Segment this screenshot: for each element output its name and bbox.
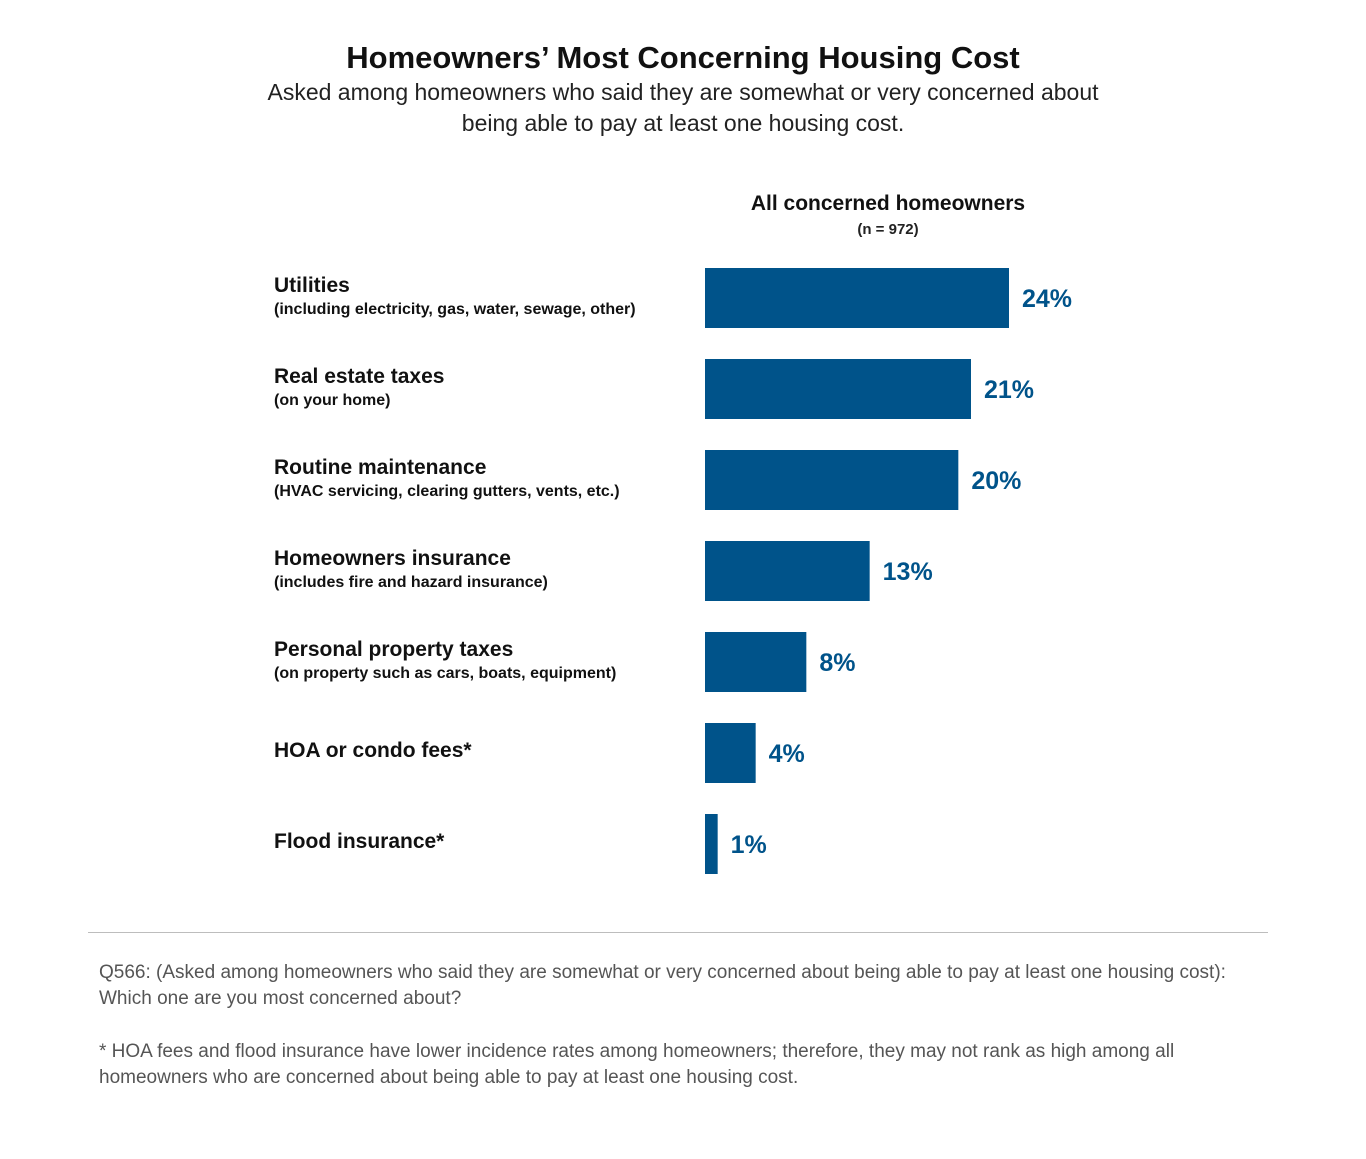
bar-1 — [705, 268, 1009, 328]
category-sublabel: (including electricity, gas, water, sewage, other) — [274, 301, 636, 318]
chart-subtitle-line-1: Asked among homeowners who said they are somewhat or very concerned about — [267, 79, 1099, 105]
bar-4 — [705, 541, 870, 601]
bar-value-label-7: 1% — [730, 831, 767, 859]
bar-value-label-5: 8% — [819, 649, 856, 677]
bar-value-label-6: 4% — [768, 740, 805, 768]
bar-value-label-4: 13% — [882, 558, 933, 586]
bar-3 — [705, 450, 958, 510]
category-sublabel: (HVAC servicing, clearing gutters, vents, etc.) — [274, 483, 620, 500]
category-sublabel: (includes fire and hazard insurance) — [274, 574, 548, 591]
bar-value-label-1: 24% — [1022, 285, 1073, 313]
category-sublabel: (on property such as cars, boats, equipment) — [274, 665, 617, 682]
category-name: Flood insurance* — [274, 830, 445, 853]
question-note: Q566: (Asked among homeowners who said they are somewhat or very concerned about being able to pay at least one housing cost): Which one are you most concerned about? — [99, 962, 1226, 1009]
bar-6 — [705, 723, 756, 783]
category-name: Real estate taxes — [274, 365, 445, 388]
category-name: Homeowners insurance — [274, 547, 511, 570]
bar-7 — [705, 814, 718, 874]
category-name: Utilities — [274, 274, 350, 297]
footnote: * HOA fees and flood insurance have lower incidence rates among homeowners; therefore, they may not rank as high among all homeowners who are concerned about being able to pay at least one housing cost. — [99, 1041, 1175, 1088]
category-name: Routine maintenance — [274, 456, 487, 479]
bar-value-label-3: 20% — [971, 467, 1022, 495]
category-sublabel: (on your home) — [274, 392, 391, 409]
series-header: All concerned homeowners — [750, 192, 1026, 215]
chart-title: Homeowners’ Most Concerning Housing Cost — [346, 40, 1020, 75]
footer-divider — [88, 932, 1268, 933]
category-name: Personal property taxes — [274, 638, 514, 661]
bar-2 — [705, 359, 971, 419]
chart-subtitle-line-2: being able to pay at least one housing cost. — [461, 110, 905, 136]
series-sample-size: (n = 972) — [857, 221, 919, 238]
category-name: HOA or condo fees* — [274, 739, 472, 762]
bar-5 — [705, 632, 806, 692]
bar-value-label-2: 21% — [984, 376, 1035, 404]
